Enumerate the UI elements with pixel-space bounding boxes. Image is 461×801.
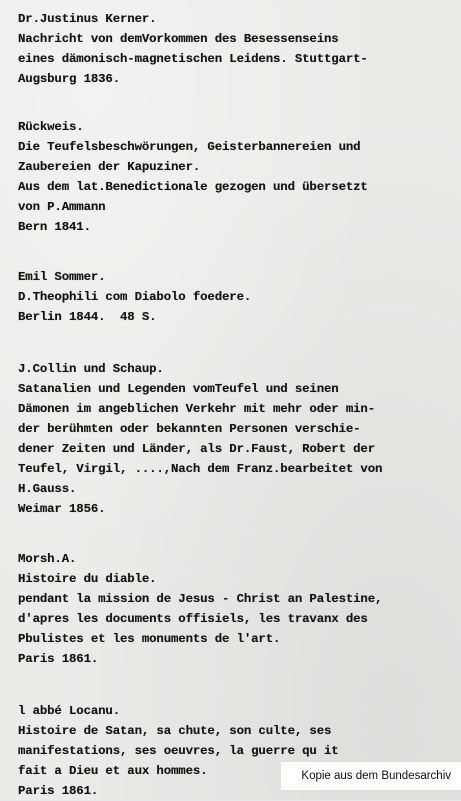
entry-title-line: eines dämonisch-magnetischen Leidens. Stuttgart- — [18, 52, 368, 66]
bibliography-entry-morsh — [18, 549, 458, 669]
entry-imprint: Augsburg 1836. — [18, 72, 120, 86]
entry-imprint: Paris 1861. — [18, 652, 99, 666]
entry-author: l abbé Locanu. — [18, 704, 120, 718]
entry-author: Morsh.A. — [18, 552, 77, 566]
entry-title-line: fait a Dieu et aux hommes. — [18, 764, 208, 778]
entry-imprint: Paris 1861. — [18, 784, 99, 798]
entry-author: Rückweis. — [18, 120, 84, 134]
entry-note-line: Aus dem lat.Benedictionale gezogen und übersetzt — [18, 180, 368, 194]
entry-title-line: D.Theophili com Diabolo foedere. — [18, 290, 252, 304]
bibliography-entry-collin — [18, 359, 458, 519]
entry-title-line: Zaubereien der Kapuziner. — [18, 160, 201, 174]
entry-author: Emil Sommer. — [18, 270, 106, 284]
entry-spacer — [18, 669, 458, 701]
entry-spacer — [18, 327, 458, 359]
entry-note-line: von P.Ammann — [18, 200, 106, 214]
bibliography-entry-rueckweis — [18, 117, 458, 237]
entry-title-line: manifestations, ses oeuvres, la guerre qu it — [18, 744, 339, 758]
entry-imprint: Bern 1841. — [18, 220, 91, 234]
entry-title-line: Dämonen im angeblichen Verkehr mit mehr oder min- — [18, 402, 375, 416]
entry-title-line: dener Zeiten und Länder, als Dr.Faust, Robert der — [18, 442, 375, 456]
entry-title-line: Die Teufelsbeschwörungen, Geisterbannereien und — [18, 140, 361, 154]
entry-spacer — [18, 519, 458, 549]
entry-imprint: Berlin 1844. 48 S. — [18, 310, 157, 324]
entry-title-line: Nachricht von demVorkommen des Besessenseins — [18, 32, 339, 46]
archive-copy-text: Kopie aus dem Bundesarchiv — [301, 770, 451, 782]
entry-title-line: der berühmten oder bekannten Personen verschie- — [18, 422, 361, 436]
entry-spacer — [18, 237, 458, 267]
bibliography-entry-kerner — [18, 9, 458, 89]
entry-title-line: Histoire du diable. — [18, 572, 157, 586]
entry-imprint: Weimar 1856. — [18, 502, 106, 516]
entry-author: J.Collin und Schaup. — [18, 362, 164, 376]
bibliography-entry-sommer — [18, 267, 458, 327]
entry-translator: H.Gauss. — [18, 482, 77, 496]
entry-title-line: d'apres les documents offisiels, les travanx des — [18, 612, 368, 626]
archive-copy-label — [281, 762, 461, 790]
entry-title-line: Satanalien und Legenden vomTeufel und seinen — [18, 382, 339, 396]
entry-title-line: Teufel, Virgil, ....,Nach dem Franz.bearbeitet von — [18, 462, 383, 476]
entry-title-line: Histoire de Satan, sa chute, son culte, ses — [18, 724, 332, 738]
entry-title-line: Pbulistes et les monuments de l'art. — [18, 632, 281, 646]
entry-author: Dr.Justinus Kerner. — [18, 12, 157, 26]
entry-spacer — [18, 89, 458, 117]
entry-title-line: pendant la mission de Jesus - Christ an Palestine, — [18, 592, 383, 606]
bibliography-list — [18, 9, 458, 801]
